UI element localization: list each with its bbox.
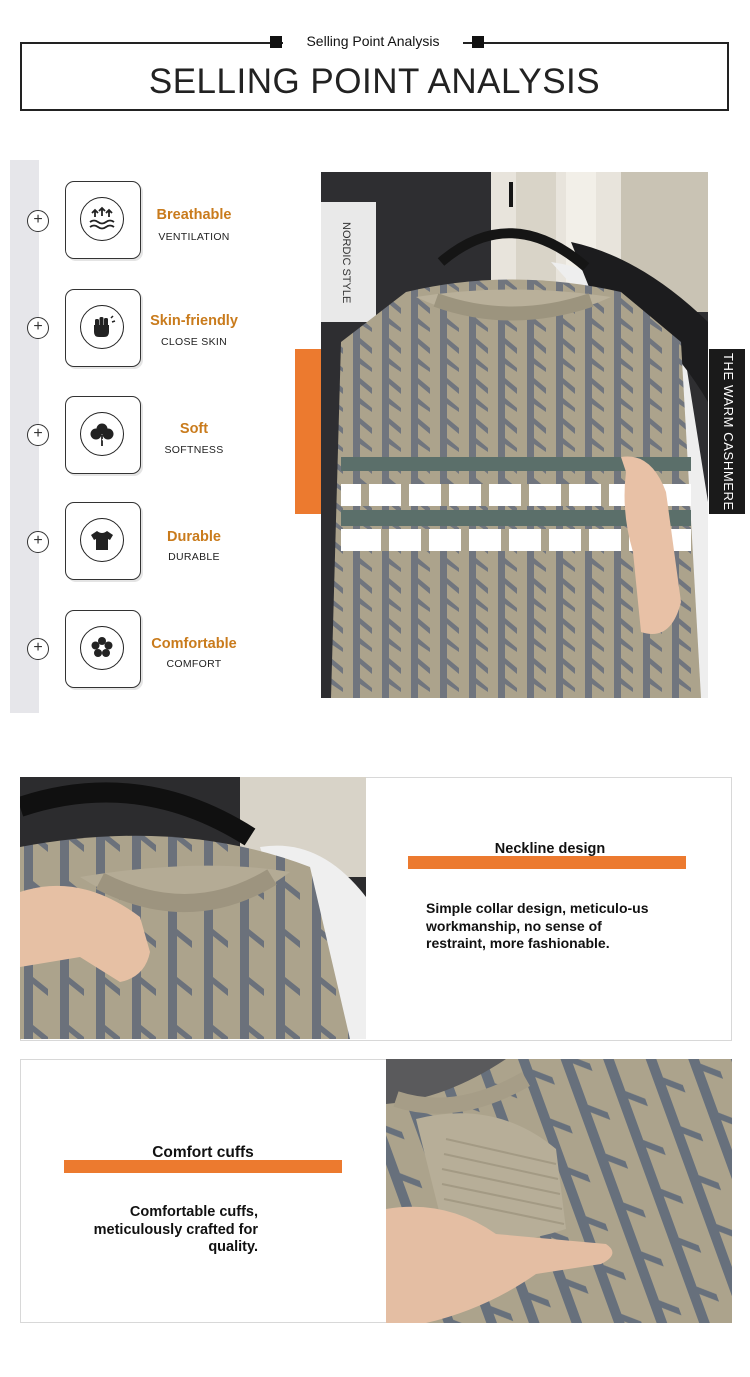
feature-title: Comfortable — [151, 636, 237, 652]
tshirt-icon — [87, 525, 117, 555]
side-label-text: THE WARM CASHMERE — [721, 352, 736, 511]
neckline-description: Simple collar design, meticulo-us workmanship, no sense of restraint, more fashionable. — [426, 900, 649, 951]
feature-subtitle: CLOSE SKIN — [160, 336, 228, 348]
cuffs-description: Comfortable cuffs, meticulously crafted for quality. — [93, 1204, 258, 1255]
neckline-photo — [20, 777, 366, 1039]
header-square-right — [472, 36, 484, 48]
page-title: SELLING POINT ANALYSIS — [148, 62, 601, 101]
feature-subtitle: VENTILATION — [158, 231, 230, 243]
neckline-accent-bar — [408, 856, 686, 869]
header-subtitle: Selling Point Analysis — [283, 31, 463, 51]
feature-title: Skin-friendly — [150, 313, 238, 329]
expand-breathable-button[interactable]: + — [27, 210, 49, 232]
feature-title: Durable — [167, 529, 221, 545]
cuffs-illustration — [386, 1059, 732, 1323]
expand-skin-friendly-button[interactable]: + — [27, 317, 49, 339]
accent-bar-left — [295, 349, 321, 514]
cuffs-heading: Comfort cuffs — [152, 1144, 254, 1161]
cuffs-photo — [386, 1059, 732, 1323]
neckline-illustration — [20, 777, 366, 1039]
expand-durable-button[interactable]: + — [27, 531, 49, 553]
feature-subtitle: SOFTNESS — [164, 444, 224, 456]
feature-title: Breathable — [156, 207, 232, 223]
expand-soft-button[interactable]: + — [27, 424, 49, 446]
sweater-illustration — [321, 172, 708, 698]
side-label-tab — [709, 349, 745, 514]
hero-sweater-photo — [321, 172, 708, 698]
cotton-icon — [87, 419, 117, 449]
expand-comfortable-button[interactable]: + — [27, 638, 49, 660]
neckline-heading: Neckline design — [494, 841, 606, 857]
flower-icon — [87, 633, 117, 663]
header-square-left — [270, 36, 282, 48]
feature-subtitle: DURABLE — [168, 551, 220, 563]
ventilation-icon — [87, 204, 117, 234]
feature-title: Soft — [179, 421, 209, 437]
feature-subtitle: COMFORT — [166, 658, 222, 670]
fist-icon — [87, 312, 117, 342]
nordic-tag-text: NORDIC STYLE — [340, 222, 352, 304]
